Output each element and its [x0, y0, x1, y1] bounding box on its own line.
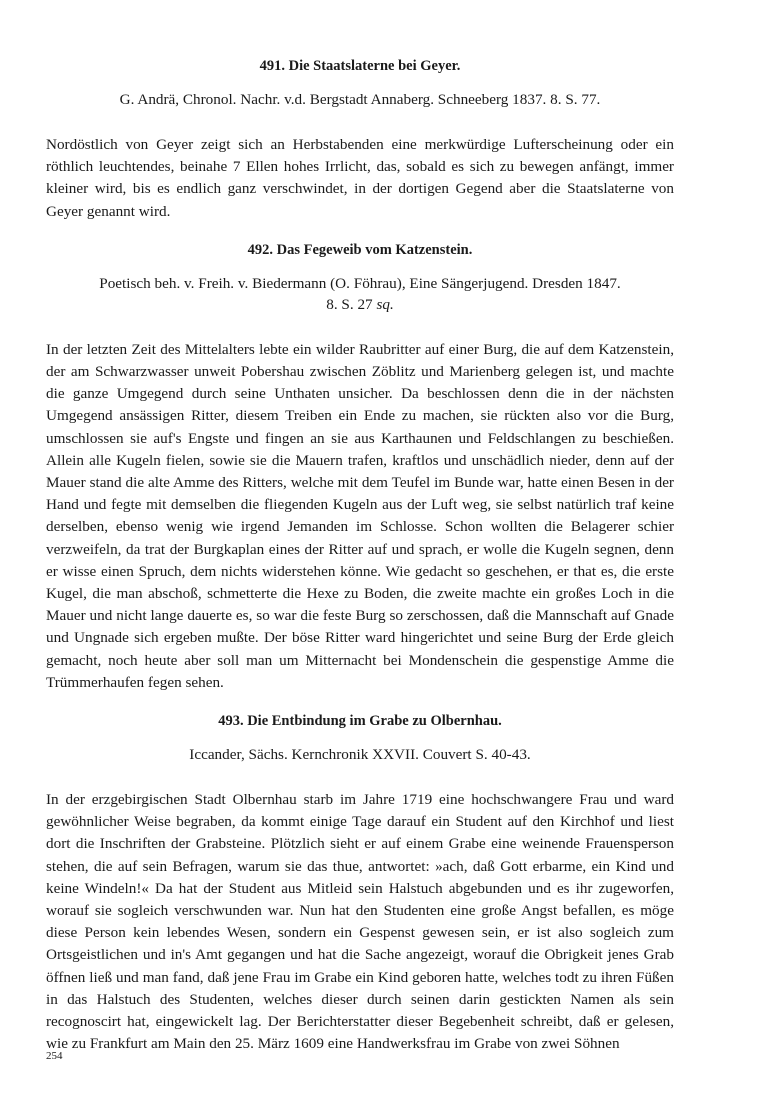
section-title: 493. Die Entbindung im Grabe zu Olbernhau.	[218, 713, 502, 730]
section-title: 491. Die Staatslaterne bei Geyer.	[259, 58, 461, 74]
source-citation: Iccander, Sächs. Kernchronik XXVII. Couvert S. 40-43.	[189, 746, 531, 764]
section-body: Nordöstlich von Geyer zeigt sich an Herbstabenden eine merkwürdige Lufterscheinung oder ein röthlich leuchtendes, beinahe 7 Ellen hohes Irrlicht, das, sobald es sich zu bewegen anfängt, immer kleiner wird, bis es endlich ganz verschwindet, in der dortigen Gegend aber die Staatslaterne von Geyer genannt wird.	[46, 136, 674, 220]
source-line-1: Poetisch beh. v. Freih. v. Biedermann (O. Föhrau), Eine Sängerjugend. Dresden 1847.	[99, 274, 621, 292]
page-content	[46, 56, 674, 1056]
section-491	[46, 56, 674, 223]
section-body: In der erzgebirgischen Stadt Olbernhau starb im Jahre 1719 eine hochschwangere Frau und ward gewöhnlicher Weise begraben, da kommt einige Tage darauf ein Student auf den Kirchhof und liest dort die Inschriften der Grabsteine. Plötzlich sieht er auf einem Grabe eine weinende Frauensperson stehen, die auf sein Befragen, warum sie das thue, antwortet: »ach, daß Gott erbarme, ein Kind und keine Windeln!« Da hat der Student aus Mitleid sein Halstuch abgebunden und es ihr zugeworfen, worauf sie sogleich verschwunden war. Nun hat den Studenten eine große Angst befallen, es möge diese Person kein lebendes Wesen, sondern ein Gespenst gewesen sein, er ist also sogleich zum Ortsgeistlichen und in's Amt gegangen und hat die Sache angezeigt, worauf die Obrigkeit jenes Grab öffnen ließ und man fand, daß jene Frau im Grabe ein Kind geboren hatte, welches todt zu ihren Füßen in das Halstuch des Studenten, welches dieser durch seinen darin gestickten Namen als sein recognoscirt hat, eingewickelt lag. Der Berichterstatter dieser Begebenheit schreibt, daß er gelesen, wie zu Frankfurt am Main den 25. März 1609 eine Handwerksfrau im Grabe von zwei Söhnen	[46, 791, 674, 1053]
source-line-2: 8. S. 27	[326, 295, 373, 313]
source-citation: G. Andrä, Chronol. Nachr. v.d. Bergstadt Annaberg. Schneeberg 1837. 8. S. 77.	[119, 91, 601, 108]
page-number: 254	[46, 1050, 63, 1062]
source-line-2-italic: sq.	[376, 295, 394, 313]
section-title: 492. Das Fegeweib vom Katzenstein.	[247, 241, 473, 258]
source-citation	[46, 273, 674, 315]
section-493	[46, 711, 674, 1055]
section-body: In der letzten Zeit des Mittelalters lebte ein wilder Raubritter auf einer Burg, die auf dem Katzenstein, der am Schwarzwasser unweit Pobershau zwischen Zöblitz und Marienberg gelegen ist, und machte die ganze Umgegend durch seine Unthaten unsicher. Da beschlossen denn die in der nächsten Umgegend ansässigen Ritter, diesem Treiben ein Ende zu machen, sie rückten also vor die Burg, umschlossen sie auf's Engste und fingen an sie aus Karthaunen und Feldschlangen zu beschießen. Allein alle Kugeln fielen, sowie sie die Mauern trafen, kraftlos und unschädlich nieder, denn auf der Mauer stand die alte Amme des Ritters, welche mit dem Teufel im Bunde war, hatte einen Besen in der Hand und fegte mit demselben die fliegenden Kugeln aus der Luft weg, sie selbst natürlich traf keine derselben, ebenso wenig wie irgend Jemanden im Schlosse. Schon wollten die Belagerer schier verzweifeln, da trat der Burgkaplan eines der Ritter auf und sprach, er wolle die Kugeln segnen, denn er wisse einen Spruch, dem nichts widerstehen könne. Wie gedacht so geschehen, er that es, die erste Kugel, die man abschoß, schmetterte die Hexe zu Boden, die zweite machte ein großes Loch in die Mauer und nicht lange dauerte es, so war die feste Burg so zerschossen, daß die Mannschaft auf Gnade und Ungnade sich ergeben mußte. Der böse Ritter ward hingerichtet und seine Burg der Erde gleich gemacht, noch heute aber soll man um Mitternacht bei Mondenschein die gespenstige Amme die Trümmerhaufen fegen sehen.	[46, 340, 674, 691]
section-492	[46, 240, 674, 694]
